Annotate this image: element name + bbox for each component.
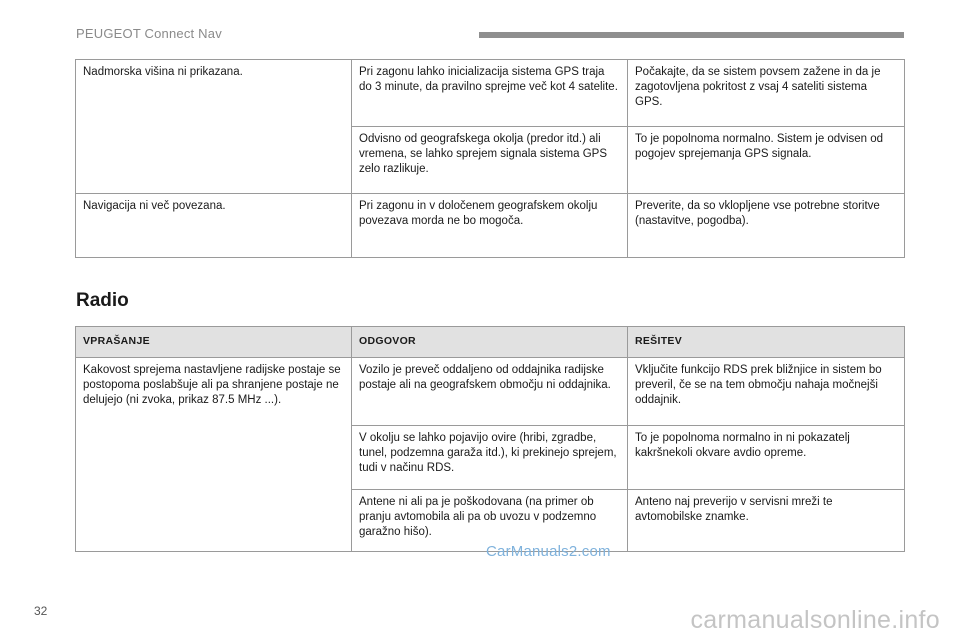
- column-header-answer: ODGOVOR: [352, 327, 628, 358]
- solution-cell: Počakajte, da se sistem povsem zažene in da je zagotovljena pokritost z vsaj 4 sateliti sistema GPS.: [628, 60, 905, 127]
- answer-cell: Vozilo je preveč oddaljeno od oddajnika radijske postaje ali na geografskem območju ni oddajnika.: [352, 358, 628, 426]
- answer-cell: Antene ni ali pa je poškodovana (na primer ob pranju avtomobila ali pa ob uvozu v podzemno garažno hišo).: [352, 490, 628, 552]
- answer-cell: Pri zagonu in v določenem geografskem okolju povezava morda ne bo mogoča.: [352, 194, 628, 258]
- navigation-troubleshooting-table: [75, 59, 905, 258]
- manual-header-title: PEUGEOT Connect Nav: [76, 26, 222, 41]
- watermark-carmanuals2: CarManuals2.com: [486, 543, 611, 560]
- solution-cell: Vključite funkcijo RDS prek bližnjice in sistem bo preveril, če se na tem območju nahaja močnejši oddajnik.: [628, 358, 905, 426]
- column-header-question: VPRAŠANJE: [76, 327, 352, 358]
- table-row: [76, 194, 905, 258]
- question-cell: Nadmorska višina ni prikazana.: [76, 60, 352, 127]
- answer-cell: Odvisno od geografskega okolja (predor itd.) ali vremena, se lahko sprejem signala sistema GPS zelo razlikuje.: [352, 127, 628, 194]
- table-row: [76, 426, 905, 490]
- question-cell: Navigacija ni več povezana.: [76, 194, 352, 258]
- table-row: [76, 127, 905, 194]
- page-number: 32: [34, 604, 48, 618]
- table-row: [76, 358, 905, 426]
- column-header-solution: REŠITEV: [628, 327, 905, 358]
- header-bar: [479, 32, 904, 38]
- table-row: [76, 60, 905, 127]
- solution-cell: To je popolnoma normalno in ni pokazatelj kakršnekoli okvare avdio opreme.: [628, 426, 905, 490]
- solution-cell: To je popolnoma normalno. Sistem je odvisen od pogojev sprejemanja GPS signala.: [628, 127, 905, 194]
- radio-troubleshooting-table: [75, 326, 905, 552]
- answer-cell: V okolju se lahko pojavijo ovire (hribi, zgradbe, tunel, podzemna garaža itd.), ki prekinejo sprejem, tudi v načinu RDS.: [352, 426, 628, 490]
- solution-cell: Anteno naj preverijo v servisni mreži te avtomobilske znamke.: [628, 490, 905, 552]
- answer-cell: Pri zagonu lahko inicializacija sistema GPS traja do 3 minute, da pravilno sprejme več kot 4 satelite.: [352, 60, 628, 127]
- question-cell-continued: [76, 127, 352, 194]
- solution-cell: Preverite, da so vklopljene vse potrebne storitve (nastavitve, pogodba).: [628, 194, 905, 258]
- question-cell-continued: [76, 490, 352, 552]
- watermark-carmanualsonline: carmanualsonline.info: [690, 606, 940, 634]
- question-cell: Kakovost sprejema nastavljene radijske postaje se postopoma poslabšuje ali pa shranjene postaje ne delujejo (ni zvoka, prikaz 87.5 MHz ...).: [76, 358, 352, 426]
- table-header-row: [76, 327, 905, 358]
- section-title: Radio: [76, 290, 129, 311]
- question-cell-continued: [76, 426, 352, 490]
